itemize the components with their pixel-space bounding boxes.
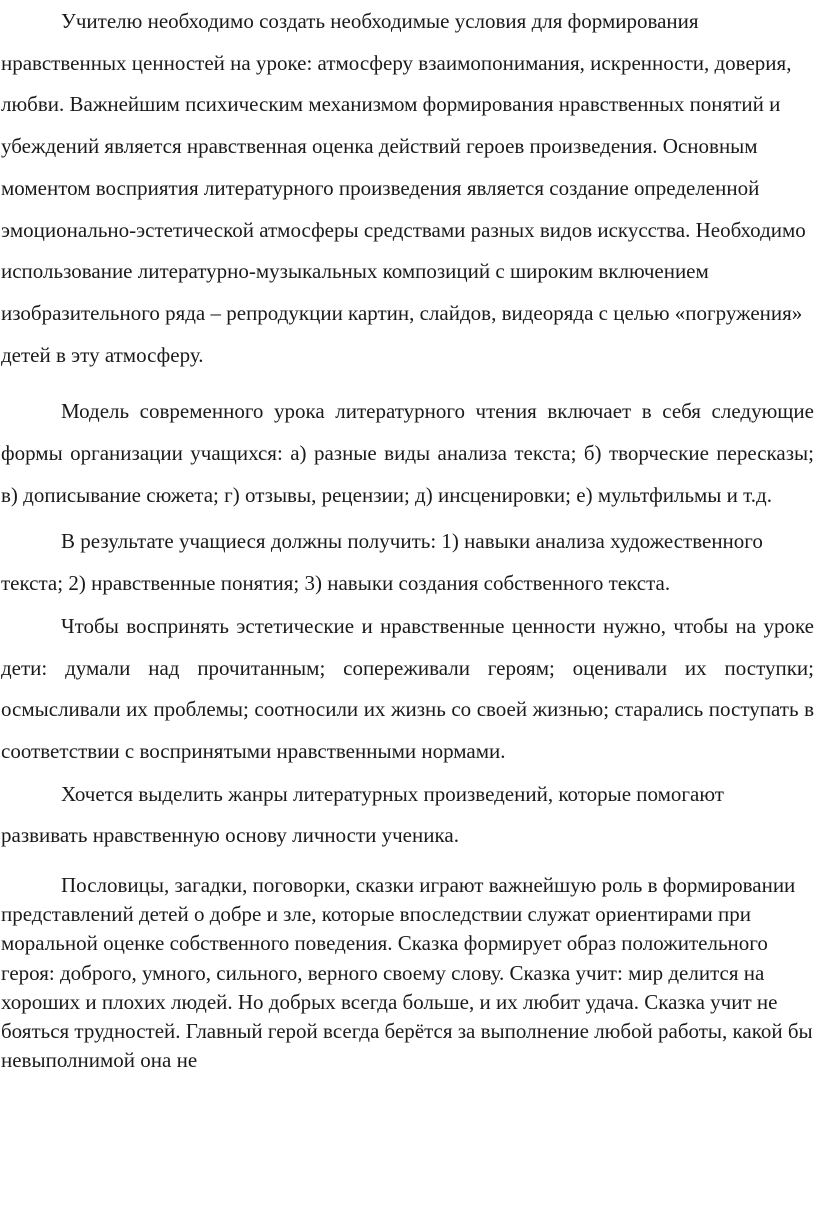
paragraph-literary-genres: Хочется выделить жанры литературных произведений, которые помогают развивать нравственную основу личности ученика. [1,781,724,848]
paragraph-moral-values-conditions: Учителю необходимо создать необходимые условия для формирования нравственных ценностей на уроке: атмосферу взаимопонимания, искренности, доверия, любви. Важнейшим психическим механизмом формирования нравственных понятий и убеждений является нравственная оценка действий героев произведения. Основным моментом восприятия литературного произведения является создание определенной эмоционально-эстетической атмосферы средствами разных видов искусства. Необходимо использование литературно-музыкальных композиций с широким включением изобразительного ряда – репродукции картин, слайдов, видеоряда с целью «погружения» детей в эту атмосферу. [1,9,806,367]
paragraph-fairy-tales: Пословицы, загадки, поговорки, сказки играют важнейшую роль в формировании представлений детей о добре и зле, которые впоследствии служат ориентирами при моральной оценке собственного поведения. Сказка формирует образ положительного героя: доброго, умного, сильного, верного своему слову. Сказка учит: мир делится на хороших и плохих людей. Но добрых всегда больше, и их любит удача. Сказка учит не бояться трудностей. Главный герой всегда берётся за выполнение любой работы, какой бы невыполнимой она не [1,873,813,1073]
paragraph-lesson-model: Модель современного урока литературного чтения включает в себя следующие формы организации учащихся: а) разные виды анализа текста; б) творческие пересказы; в) дописывание сюжета; г) отзывы, рецензии; д) инсценировки; е) мультфильмы и т.д. [1,399,814,507]
paragraph-perceive-values: Чтобы воспринять эстетические и нравственные ценности нужно, чтобы на уроке дети: думали над прочитанным; сопереживали героям; оценивали их поступки; осмысливали их проблемы; соотносили их жизнь со своей жизнью; старались поступать в соответствии с воспринятыми нравственными нормами. [1,613,814,763]
paragraph-learning-results: В результате учащиеся должны получить: 1) навыки анализа художественного текста; 2) нравственные понятия; 3) навыки создания собственного текста. [1,529,763,596]
